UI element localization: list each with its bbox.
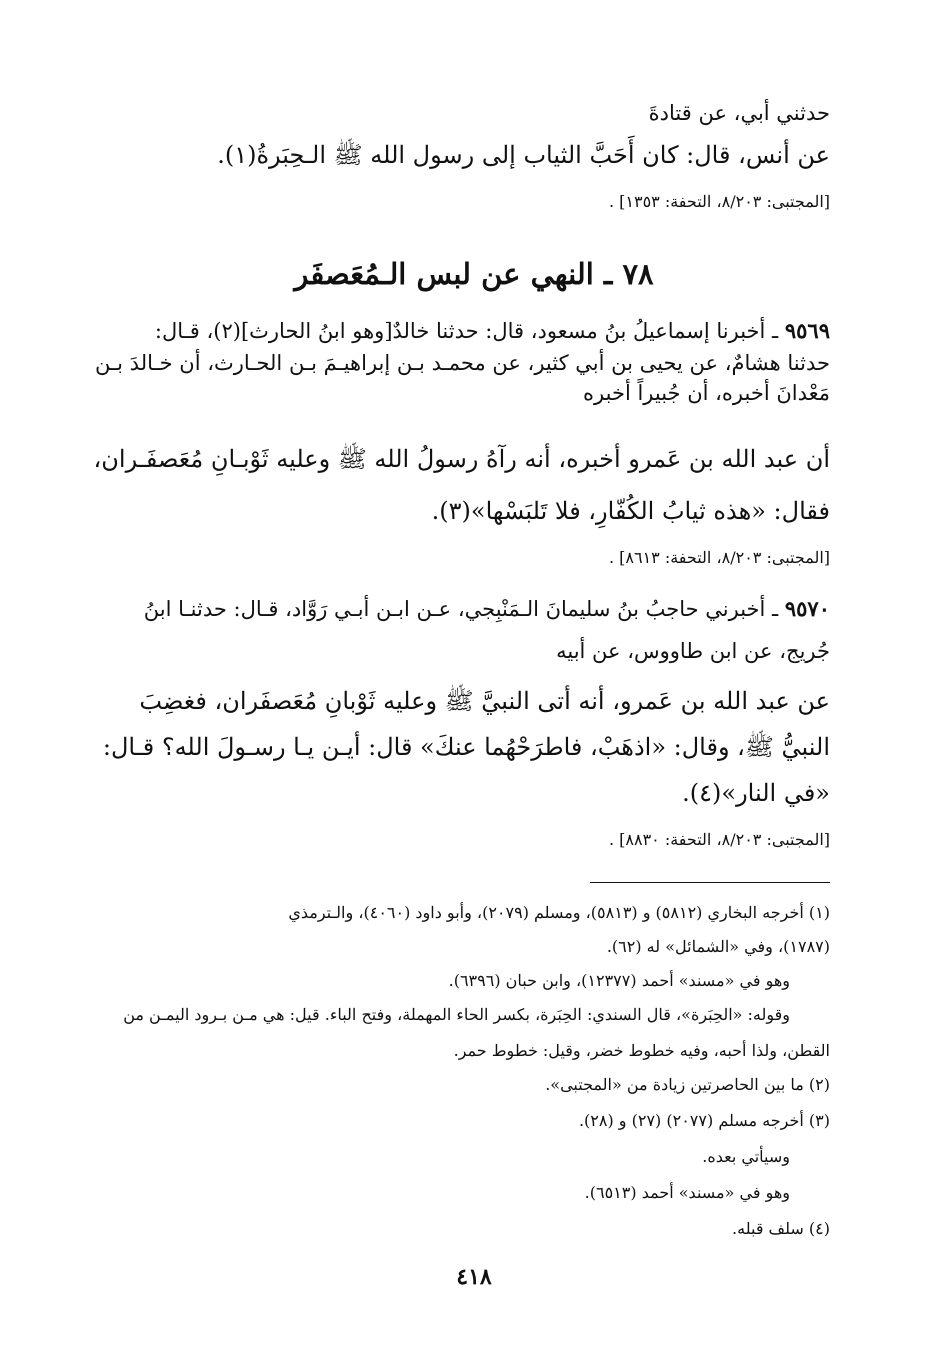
hadith-9569-line-3: مَعْدانَ أخبره، أن جُبيراً أخبره (583, 381, 830, 405)
hadith-text-line: عن أنس، قال: كان أَحَبَّ الثياب إلى رسول الله ﷺ الـحِبَرةُ(١). (217, 141, 830, 169)
hadith-9570-line-1 (118, 592, 830, 626)
reference-line: [المجتبى: ٨/٢٠٣، التحفة: ٨٦١٣] . (608, 548, 830, 567)
footnote-4: (٤) سلف قبله. (732, 1219, 830, 1238)
footnote-3-line-2: وسيأتي بعده. (702, 1147, 790, 1166)
footnote-2: (٢) ما بين الحاصرتين زيادة من «المجتبى». (545, 1075, 830, 1094)
isnad-text: ـ أخبرنا إسماعيلُ بنُ مسعود، قال: حدثنا خالدٌ[وهو ابنُ الحارث](٢)، قـال: (154, 319, 785, 343)
footnote-1-line-5: القطن، ولذا أحبه، وفيه خطوط خضر، وقيل: خطوط حمر. (453, 1041, 830, 1060)
hadith-number: ٩٥٦٩ (784, 318, 830, 343)
footnote-divider (590, 882, 830, 883)
narration-chain-line: حدثني أبي، عن قتادةَ (648, 101, 830, 125)
footnote-1-line-2: (١٧٨٧)، وفي «الشمائل» له (٦٢). (606, 937, 830, 956)
hadith-9569-line-4: أن عبد الله بن عَمرو أخبره، أنه رآهُ رسولُ الله ﷺ وعليه ثَوْبـانِ مُعَصفَـران، (93, 445, 830, 473)
footnote-3-line-1: (٣) أخرجه مسلم (٢٠٧٧) (٢٧) و (٢٨). (578, 1111, 830, 1130)
reference-line: [المجتبى: ٨/٢٠٣، التحفة: ٨٨٣٠] . (608, 830, 830, 849)
hadith-9570-line-3: عن عبد الله بن عَمرو، أنه أتى النبيَّ ﷺ وعليه ثَوْبانِ مُعَصفَران، فغضِبَ (139, 687, 830, 715)
footnote-1-line-4: وقوله: «الحِبَرة»، قال السندي: الحِبَرة، بكسر الحاء المهملة، وفتح الباء. قيل: هي مـن بـرود اليمـن من (123, 1005, 790, 1024)
chapter-heading: ٧٨ ـ النهي عن لبس الـمُعَصفَر (294, 257, 654, 291)
footnote-1-line-1: (١) أخرجه البخاري (٥٨١٢) و (٥٨١٣)، ومسلم (٢٠٧٩)، وأبو داود (٤٠٦٠)، والـترمذي (288, 903, 830, 922)
hadith-9570-line-2: جُريج، عن ابن طاووس، عن أبيه (556, 639, 830, 663)
hadith-9570-line-4: النبيُّ ﷺ، وقال: «اذهَبْ، فاطرَحْهُما عنكَ» قال: أيـن يـا رسـولَ الله؟ قـال: (102, 733, 830, 761)
hadith-9569-line-1 (118, 314, 830, 348)
page-number: ٤١٨ (456, 1264, 492, 1290)
hadith-9569-line-5: فقال: «هذه ثيابُ الكُفّارِ، فلا تَلبَسْها»(٣). (431, 497, 830, 525)
isnad-text: ـ أخبرني حاجبُ بنُ سليمانَ الـمَنْبِجي، عـن ابـن أبـي رَوَّاد، قـال: حدثنـا ابنُ (143, 597, 785, 621)
hadith-9570-line-5: «في النار»(٤). (682, 779, 830, 807)
reference-line: [المجتبى: ٨/٢٠٣، التحفة: ١٣٥٣] . (608, 192, 830, 211)
footnote-3-line-3: وهو في «مسند» أحمد (٦٥١٣). (584, 1183, 790, 1202)
footnote-1-line-3: وهو في «مسند» أحمد (١٢٣٧٧)، وابن حبان (٦٣٩٦). (448, 971, 790, 990)
hadith-number: ٩٥٧٠ (784, 596, 830, 621)
hadith-9569-line-2: حدثنا هشامٌ، عن يحيى بن أبي كثير، عن محمـد بـن إبراهيـمَ بـن الحـارث، أن خـالدَ بـن (95, 351, 830, 375)
